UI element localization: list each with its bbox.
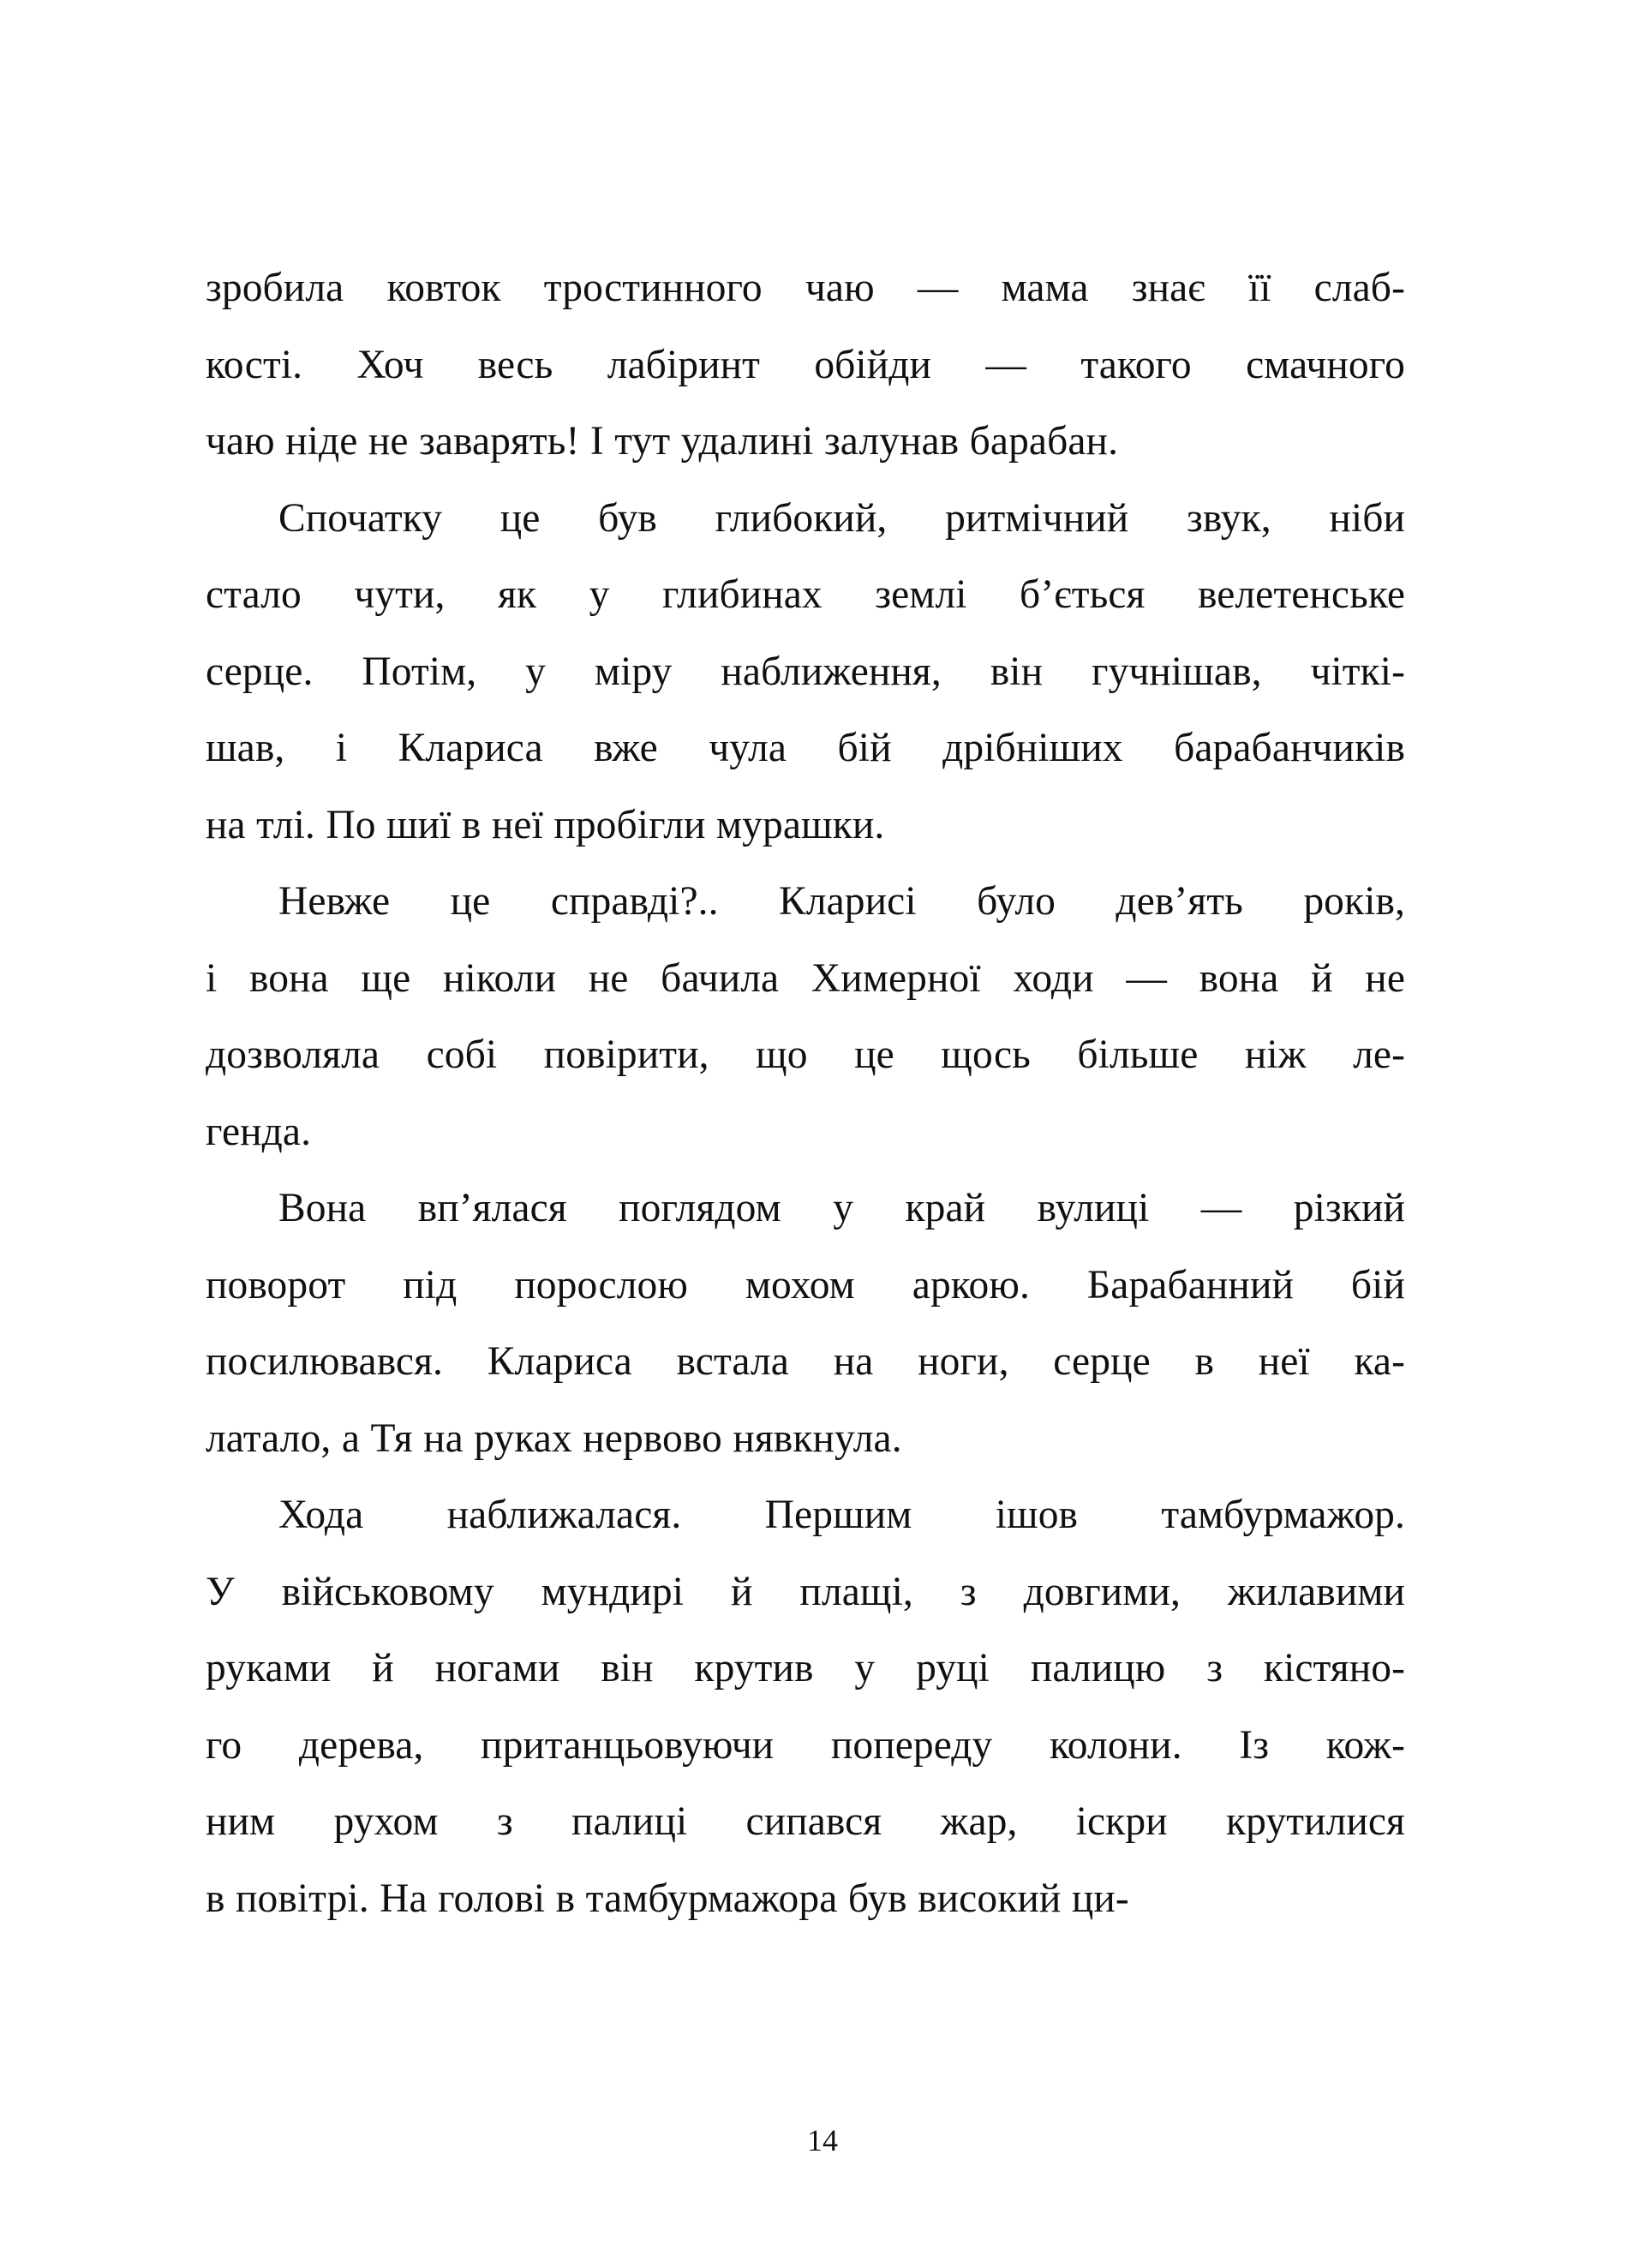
paragraph-1	[206, 250, 1405, 481]
paragraph-2-line-1: Спочатку це був глибокий, ритмічний звук, ніби	[278, 495, 1405, 541]
paragraph-4-line-3: посилювався. Клариса встала на ноги, серце в неї ка-	[206, 1339, 1405, 1384]
paragraph-2-line-5: на тлі. По шиї в неї пробігли мурашки.	[206, 802, 885, 847]
paragraph-1-line-2: кості. Хоч весь лабіринт обійди — такого смачного	[206, 342, 1405, 387]
paragraph-5-line-3: руками й ногами він крутив у руці палицю з кістяно-	[206, 1646, 1405, 1691]
paragraph-3-line-3: дозволяла собі повірити, що це щось більше ніж ле-	[206, 1032, 1405, 1077]
page-text-body	[206, 250, 1405, 1937]
paragraph-2-line-3: серце. Потім, у міру наближення, він гучнішав, чіткі-	[206, 649, 1405, 694]
paragraph-5-line-5: ним рухом з палиці сипався жар, іскри крутилися	[206, 1799, 1405, 1844]
paragraph-5-line-6: в повітрі. На голові в тамбурмажора був високий ци-	[206, 1876, 1129, 1921]
paragraph-5-line-4: го дерева, пританцьовуючи попереду колони. Із кож-	[206, 1722, 1405, 1768]
page-number: 14	[807, 2123, 838, 2157]
paragraph-2-line-2: стало чути, як у глибинах землі б’ється велетенське	[206, 572, 1405, 617]
paragraph-4-line-4: латало, а Тя на руках нервово нявкнула.	[206, 1415, 902, 1461]
paragraph-1-line-1: зробила ковток тростинного чаю — мама знає її слаб-	[206, 266, 1405, 310]
paragraph-3-line-2: і вона ще ніколи не бачила Химерної ходи — вона й не	[206, 955, 1405, 1001]
paragraph-3	[206, 864, 1405, 1170]
paragraph-2-line-4: шав, і Клариса вже чула бій дрібніших барабанчиків	[206, 726, 1405, 770]
paragraph-4	[206, 1170, 1405, 1477]
paragraph-1-line-3: чаю ніде не заварять! І тут удалині залунав барабан.	[206, 419, 1119, 464]
paragraph-5-line-1: Хода наближалася. Першим ішов тамбурмажор.	[278, 1493, 1405, 1537]
paragraph-5	[206, 1477, 1405, 1937]
paragraph-3-line-4: генда.	[206, 1109, 312, 1154]
paragraph-4-line-2: поворот під порослою мохом аркою. Барабанний бій	[206, 1262, 1405, 1308]
paragraph-3-line-1: Невже це справді?.. Кларисі було дев’ять років,	[278, 879, 1405, 924]
paragraph-2	[206, 481, 1405, 865]
paragraph-4-line-1: Вона вп’ялася поглядом у край вулиці — різкий	[278, 1186, 1405, 1230]
paragraph-5-line-2: У військовому мундирі й плащі, з довгими, жилавими	[206, 1569, 1405, 1614]
